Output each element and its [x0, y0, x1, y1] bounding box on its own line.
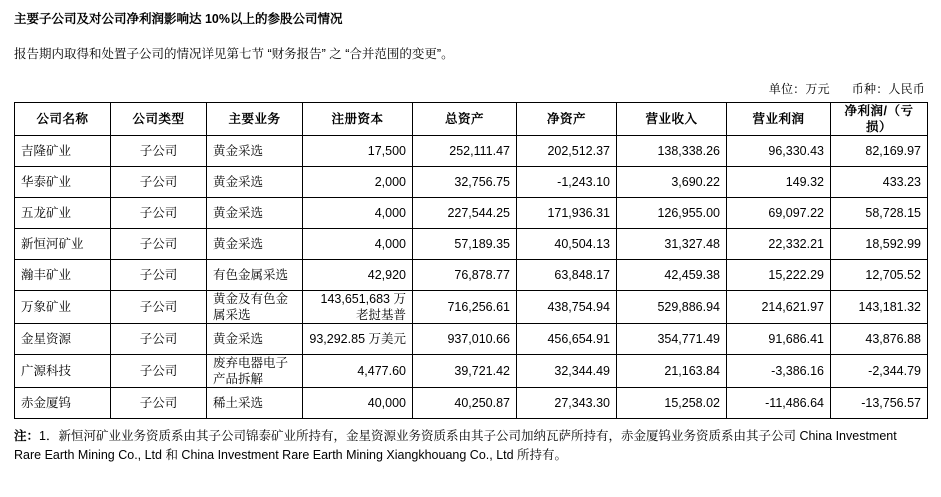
column-header-registered-capital: 注册资本 — [303, 103, 413, 136]
cell-total-assets: 57,189.35 — [413, 229, 517, 260]
unit-currency-line — [14, 80, 927, 97]
cell-total-assets: 716,256.61 — [413, 291, 517, 324]
cell-total-assets: 252,111.47 — [413, 136, 517, 167]
subsidiaries-table — [14, 102, 928, 419]
table-row — [15, 324, 928, 355]
cell-company-type: 子公司 — [111, 260, 207, 291]
cell-operating-profit: 22,332.21 — [727, 229, 831, 260]
cell-company-type: 子公司 — [111, 167, 207, 198]
cell-revenue: 42,459.38 — [617, 260, 727, 291]
cell-operating-profit: 15,222.29 — [727, 260, 831, 291]
cell-net-assets: 27,343.30 — [517, 388, 617, 419]
column-header-main-business: 主要业务 — [207, 103, 303, 136]
cell-company-type: 子公司 — [111, 324, 207, 355]
table-row — [15, 260, 928, 291]
cell-net-assets: 40,504.13 — [517, 229, 617, 260]
cell-registered-capital: 17,500 — [303, 136, 413, 167]
cell-operating-profit: -3,386.16 — [727, 355, 831, 388]
cell-company-type: 子公司 — [111, 355, 207, 388]
cell-operating-profit: 149.32 — [727, 167, 831, 198]
table-row — [15, 291, 928, 324]
cell-company-name: 吉隆矿业 — [15, 136, 111, 167]
cell-company-name: 瀚丰矿业 — [15, 260, 111, 291]
cell-total-assets: 32,756.75 — [413, 167, 517, 198]
cell-operating-profit: 91,686.41 — [727, 324, 831, 355]
column-header-total-assets: 总资产 — [413, 103, 517, 136]
cell-net-assets: 456,654.91 — [517, 324, 617, 355]
unit-label: 单位：万元 — [768, 82, 830, 96]
table-row — [15, 388, 928, 419]
cell-main-business: 黄金采选 — [207, 167, 303, 198]
cell-company-name: 万象矿业 — [15, 291, 111, 324]
column-header-net-profit: 净利润/（亏损） — [831, 103, 928, 136]
cell-company-name: 广源科技 — [15, 355, 111, 388]
cell-revenue: 31,327.48 — [617, 229, 727, 260]
cell-revenue: 529,886.94 — [617, 291, 727, 324]
cell-company-type: 子公司 — [111, 229, 207, 260]
cell-registered-capital: 93,292.85 万美元 — [303, 324, 413, 355]
footnote-text: 1．新恒河矿业业务资质系由其子公司锦泰矿业所持有，金星资源业务资质系由其子公司加纳瓦萨所持有，赤金厦钨业务资质系由其子公司 China Investment Rare Earth Mining Co., Ltd 和 China Investment Rare Earth Mining Xiangkhouang Co., Ltd 所持有。 — [14, 429, 897, 462]
cell-net-profit: 143,181.32 — [831, 291, 928, 324]
cell-main-business: 黄金采选 — [207, 229, 303, 260]
table-row — [15, 229, 928, 260]
cell-company-type: 子公司 — [111, 388, 207, 419]
column-header-company-type: 公司类型 — [111, 103, 207, 136]
cell-registered-capital: 4,000 — [303, 198, 413, 229]
cell-operating-profit: 96,330.43 — [727, 136, 831, 167]
cell-net-profit: 82,169.97 — [831, 136, 928, 167]
table-header-row — [15, 103, 928, 136]
cell-net-assets: 202,512.37 — [517, 136, 617, 167]
cell-revenue: 15,258.02 — [617, 388, 727, 419]
cell-registered-capital: 143,651,683 万老挝基普 — [303, 291, 413, 324]
cell-net-profit: 43,876.88 — [831, 324, 928, 355]
cell-net-profit: 58,728.15 — [831, 198, 928, 229]
cell-total-assets: 227,544.25 — [413, 198, 517, 229]
table-row — [15, 355, 928, 388]
cell-total-assets: 40,250.87 — [413, 388, 517, 419]
cell-company-name: 五龙矿业 — [15, 198, 111, 229]
cell-company-type: 子公司 — [111, 291, 207, 324]
column-header-revenue: 营业收入 — [617, 103, 727, 136]
cell-registered-capital: 4,477.60 — [303, 355, 413, 388]
cell-company-name: 华泰矿业 — [15, 167, 111, 198]
cell-net-profit: -13,756.57 — [831, 388, 928, 419]
cell-registered-capital: 2,000 — [303, 167, 413, 198]
cell-revenue: 138,338.26 — [617, 136, 727, 167]
cell-total-assets: 76,878.77 — [413, 260, 517, 291]
cell-registered-capital: 40,000 — [303, 388, 413, 419]
cell-net-profit: -2,344.79 — [831, 355, 928, 388]
cell-net-profit: 12,705.52 — [831, 260, 928, 291]
cell-total-assets: 937,010.66 — [413, 324, 517, 355]
cell-net-profit: 433.23 — [831, 167, 928, 198]
cell-net-assets: 32,344.49 — [517, 355, 617, 388]
cell-net-assets: 438,754.94 — [517, 291, 617, 324]
cell-net-assets: 63,848.17 — [517, 260, 617, 291]
cell-company-name: 新恒河矿业 — [15, 229, 111, 260]
cell-revenue: 3,690.22 — [617, 167, 727, 198]
column-header-net-assets: 净资产 — [517, 103, 617, 136]
cell-revenue: 126,955.00 — [617, 198, 727, 229]
cell-main-business: 黄金采选 — [207, 324, 303, 355]
table-row — [15, 198, 928, 229]
cell-operating-profit: 214,621.97 — [727, 291, 831, 324]
cell-revenue: 354,771.49 — [617, 324, 727, 355]
currency-label: 币种：人民币 — [851, 82, 925, 96]
cell-operating-profit: -11,486.64 — [727, 388, 831, 419]
cell-net-assets: -1,243.10 — [517, 167, 617, 198]
cell-main-business: 黄金采选 — [207, 136, 303, 167]
cell-company-name: 金星资源 — [15, 324, 111, 355]
column-header-company-name: 公司名称 — [15, 103, 111, 136]
table-row — [15, 167, 928, 198]
footnote-label: 注： — [14, 429, 40, 443]
cell-revenue: 21,163.84 — [617, 355, 727, 388]
cell-main-business: 黄金采选 — [207, 198, 303, 229]
table-row — [15, 136, 928, 167]
cell-registered-capital: 4,000 — [303, 229, 413, 260]
cell-company-type: 子公司 — [111, 136, 207, 167]
cell-net-assets: 171,936.31 — [517, 198, 617, 229]
cell-main-business: 稀土采选 — [207, 388, 303, 419]
cell-company-type: 子公司 — [111, 198, 207, 229]
cell-net-profit: 18,592.99 — [831, 229, 928, 260]
page-title: 主要子公司及对公司净利润影响达 10%以上的参股公司情况 — [14, 12, 343, 26]
intro-paragraph: 报告期内取得和处置子公司的情况详见第七节 “财务报告” 之 “合并范围的变更”。 — [14, 47, 454, 61]
table-footnote — [14, 427, 927, 465]
cell-main-business: 黄金及有色金属采选 — [207, 291, 303, 324]
cell-company-name: 赤金厦钨 — [15, 388, 111, 419]
cell-main-business: 废弃电器电子产品拆解 — [207, 355, 303, 388]
cell-main-business: 有色金属采选 — [207, 260, 303, 291]
cell-operating-profit: 69,097.22 — [727, 198, 831, 229]
cell-registered-capital: 42,920 — [303, 260, 413, 291]
column-header-operating-profit: 营业利润 — [727, 103, 831, 136]
cell-total-assets: 39,721.42 — [413, 355, 517, 388]
